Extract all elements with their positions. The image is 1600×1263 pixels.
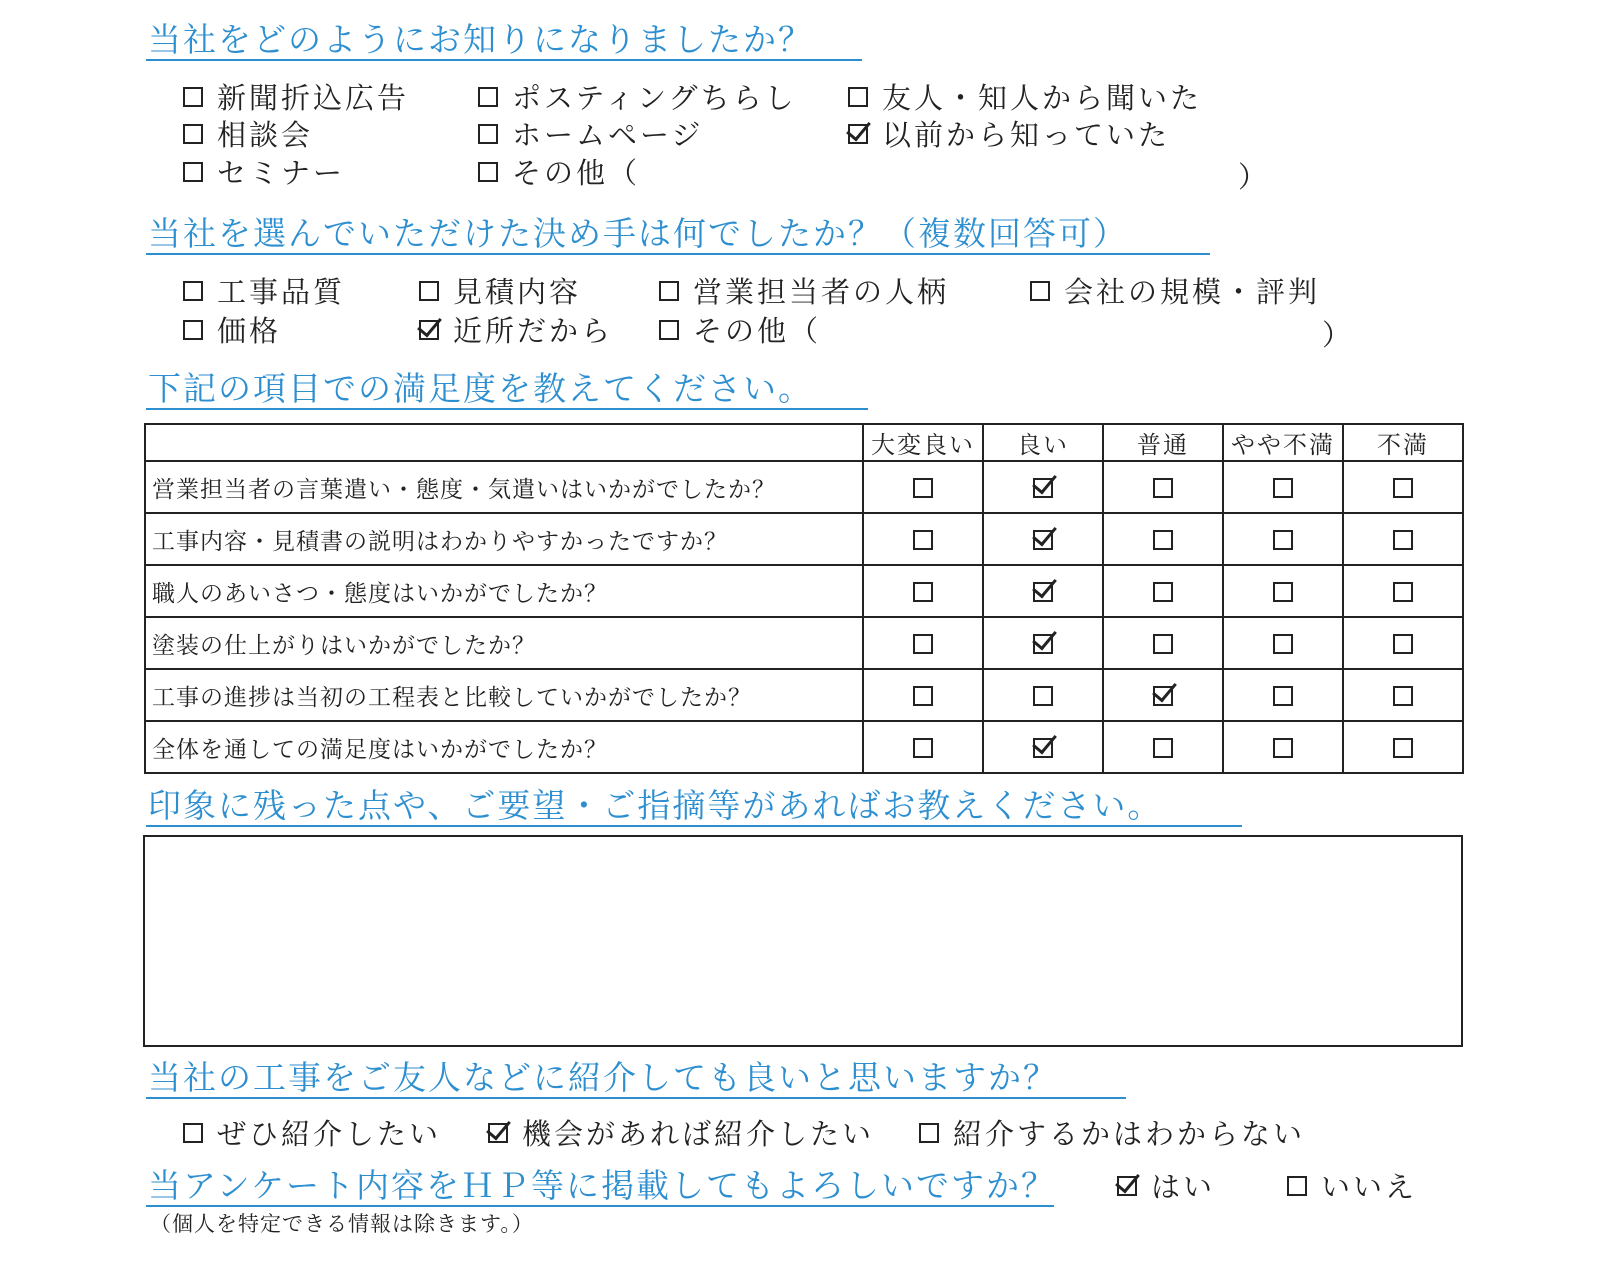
q6-option[interactable] — [1117, 1169, 1215, 1205]
q5-option[interactable] — [488, 1116, 874, 1152]
rating-cell — [1103, 721, 1223, 773]
q1-option[interactable] — [478, 80, 797, 116]
rating-cell — [1103, 461, 1223, 513]
checkbox[interactable] — [1287, 1176, 1307, 1196]
rating-checkbox[interactable] — [1033, 686, 1053, 706]
q4-title: 印象に残った点や、ご要望・ご指摘等があればお教えください。 — [148, 786, 1163, 825]
option-label: 相談会 — [217, 118, 314, 152]
option-label: 以前から知っていた — [882, 118, 1171, 152]
q1-option[interactable] — [183, 155, 345, 191]
rating-checkbox[interactable] — [1033, 530, 1053, 550]
row-question: 塗装の仕上がりはいかがでしたか？ — [145, 617, 863, 669]
rating-checkbox[interactable] — [1033, 478, 1053, 498]
rating-cell — [863, 565, 983, 617]
rating-checkbox[interactable] — [1153, 582, 1173, 602]
table-row — [145, 721, 1463, 773]
checkbox[interactable] — [183, 162, 203, 182]
q2-underline — [146, 253, 1210, 255]
rating-cell — [983, 461, 1103, 513]
privacy-note: （個人を特定できる情報は除きます。） — [150, 1212, 534, 1236]
rating-checkbox[interactable] — [1153, 530, 1173, 550]
q1-underline — [146, 59, 862, 61]
checkbox[interactable] — [488, 1123, 508, 1143]
rating-cell — [1343, 721, 1463, 773]
q5-underline — [146, 1097, 1126, 1099]
checkbox[interactable] — [659, 320, 679, 340]
q1-title: 当社をどのようにお知りになりましたか？ — [148, 20, 813, 59]
comment-textarea[interactable] — [143, 835, 1463, 1047]
table-row — [145, 461, 1463, 513]
checkbox[interactable] — [419, 281, 439, 301]
checkbox[interactable] — [183, 320, 203, 340]
rating-cell — [1223, 461, 1343, 513]
option-label: はい — [1151, 1170, 1216, 1204]
rating-cell — [863, 721, 983, 773]
q1-option[interactable] — [183, 117, 313, 153]
rating-cell — [1343, 565, 1463, 617]
rating-cell — [1223, 721, 1343, 773]
option-label: セミナー — [217, 156, 346, 190]
q3-title: 下記の項目での満足度を教えてください。 — [148, 369, 813, 408]
option-label: 新聞折込広告 — [217, 81, 410, 115]
row-question: 全体を通しての満足度はいかがでしたか？ — [145, 721, 863, 773]
column-header: やや不満 — [1223, 424, 1343, 461]
rating-cell — [983, 669, 1103, 721]
column-header: 不満 — [1343, 424, 1463, 461]
rating-cell — [983, 721, 1103, 773]
checkbox[interactable] — [919, 1123, 939, 1143]
checkbox[interactable] — [419, 320, 439, 340]
q2-option[interactable] — [419, 313, 613, 349]
option-label: 工事品質 — [217, 275, 346, 309]
table-header-row — [145, 424, 1463, 461]
q4-underline — [146, 825, 1242, 827]
rating-cell — [1103, 617, 1223, 669]
rating-checkbox[interactable] — [1033, 582, 1053, 602]
option-label: その他（ — [512, 156, 641, 190]
column-header: 大変良い — [863, 424, 983, 461]
option-label: 営業担当者の人柄 — [693, 275, 950, 309]
rating-cell — [1343, 669, 1463, 721]
rating-cell — [1103, 565, 1223, 617]
rating-checkbox[interactable] — [1273, 530, 1293, 550]
rating-cell — [863, 461, 983, 513]
checkbox[interactable] — [183, 1123, 203, 1143]
q2-option[interactable] — [659, 274, 949, 310]
q5-option[interactable] — [183, 1116, 441, 1152]
rating-cell — [1103, 513, 1223, 565]
option-label: 見積内容 — [453, 275, 582, 309]
rating-checkbox[interactable] — [1393, 478, 1413, 498]
checkbox[interactable] — [1117, 1176, 1137, 1196]
column-header: 良い — [983, 424, 1103, 461]
rating-checkbox[interactable] — [1273, 478, 1293, 498]
q1-option[interactable] — [848, 117, 1170, 153]
q5-option[interactable] — [919, 1116, 1305, 1152]
checkbox[interactable] — [848, 124, 868, 144]
rating-checkbox[interactable] — [913, 582, 933, 602]
row-question: 工事の進捗は当初の工程表と比較していかがでしたか？ — [145, 669, 863, 721]
rating-checkbox[interactable] — [1273, 738, 1293, 758]
option-label: いいえ — [1321, 1170, 1418, 1204]
satisfaction-table — [144, 423, 1464, 774]
table-row — [145, 617, 1463, 669]
option-label: 紹介するかはわからない — [953, 1117, 1306, 1151]
row-question: 職人のあいさつ・態度はいかがでしたか？ — [145, 565, 863, 617]
rating-checkbox[interactable] — [913, 686, 933, 706]
rating-checkbox[interactable] — [1273, 582, 1293, 602]
checkbox[interactable] — [183, 87, 203, 107]
rating-cell — [1343, 513, 1463, 565]
rating-checkbox[interactable] — [1393, 530, 1413, 550]
option-label: ぜひ紹介したい — [217, 1117, 442, 1151]
table-row — [145, 669, 1463, 721]
checkbox[interactable] — [478, 87, 498, 107]
rating-checkbox[interactable] — [913, 634, 933, 654]
table-row — [145, 513, 1463, 565]
checkbox[interactable] — [659, 281, 679, 301]
row-question: 工事内容・見積書の説明はわかりやすかったですか？ — [145, 513, 863, 565]
option-label: 近所だから — [453, 314, 614, 348]
rating-cell — [863, 669, 983, 721]
rating-cell — [1343, 461, 1463, 513]
q1-option[interactable] — [478, 117, 703, 153]
rating-checkbox[interactable] — [1033, 634, 1053, 654]
row-question: 営業担当者の言葉遣い・態度・気遣いはいかがでしたか？ — [145, 461, 863, 513]
rating-checkbox[interactable] — [913, 530, 933, 550]
checkbox[interactable] — [478, 162, 498, 182]
rating-checkbox[interactable] — [1153, 686, 1173, 706]
rating-cell — [983, 617, 1103, 669]
q1-option[interactable] — [183, 80, 409, 116]
rating-cell — [1223, 669, 1343, 721]
checkbox[interactable] — [183, 124, 203, 144]
q6-underline — [146, 1205, 1054, 1207]
rating-checkbox[interactable] — [1153, 478, 1173, 498]
rating-cell — [1223, 513, 1343, 565]
rating-checkbox[interactable] — [1033, 738, 1053, 758]
rating-cell — [1343, 617, 1463, 669]
q2-option[interactable] — [659, 313, 821, 349]
q2-option[interactable] — [183, 313, 281, 349]
header-blank — [145, 424, 863, 461]
rating-checkbox[interactable] — [913, 478, 933, 498]
rating-checkbox[interactable] — [913, 738, 933, 758]
q1-close-paren: ） — [1238, 160, 1268, 194]
rating-checkbox[interactable] — [1393, 738, 1413, 758]
q5-title: 当社の工事をご友人などに紹介しても良いと思いますか？ — [148, 1058, 1058, 1097]
rating-checkbox[interactable] — [1393, 634, 1413, 654]
rating-checkbox[interactable] — [1393, 582, 1413, 602]
rating-checkbox[interactable] — [1273, 634, 1293, 654]
checkbox[interactable] — [848, 87, 868, 107]
rating-cell — [1103, 669, 1223, 721]
checkbox[interactable] — [183, 281, 203, 301]
rating-cell — [1223, 617, 1343, 669]
option-label: 価格 — [217, 314, 282, 348]
option-label: その他（ — [693, 314, 822, 348]
q1-option[interactable] — [848, 80, 1202, 116]
rating-checkbox[interactable] — [1153, 634, 1173, 654]
option-label: 会社の規模・評判 — [1064, 275, 1321, 309]
q6-title: 当アンケート内容をＨＰ等に掲載してもよろしいですか？ — [148, 1166, 1057, 1205]
checkbox[interactable] — [478, 124, 498, 144]
column-header: 普通 — [1103, 424, 1223, 461]
rating-cell — [863, 513, 983, 565]
option-label: ポスティングちらし — [512, 81, 797, 115]
q2-option[interactable] — [1030, 274, 1320, 310]
q2-close-paren: ） — [1322, 318, 1352, 352]
rating-checkbox[interactable] — [1393, 686, 1413, 706]
option-label: ホームページ — [512, 118, 704, 152]
rating-cell — [863, 617, 983, 669]
checkbox[interactable] — [1030, 281, 1050, 301]
q2-title: 当社を選んでいただけた決め手は何でしたか？（複数回答可） — [148, 214, 1128, 253]
rating-cell — [1223, 565, 1343, 617]
q1-option[interactable] — [478, 155, 640, 191]
rating-checkbox[interactable] — [1153, 738, 1173, 758]
q6-option[interactable] — [1287, 1169, 1417, 1205]
table-row — [145, 565, 1463, 617]
option-label: 友人・知人から聞いた — [882, 81, 1203, 115]
q3-underline — [146, 408, 868, 410]
rating-checkbox[interactable] — [1273, 686, 1293, 706]
option-label: 機会があれば紹介したい — [522, 1117, 875, 1151]
q2-option[interactable] — [183, 274, 345, 310]
rating-cell — [983, 513, 1103, 565]
q2-option[interactable] — [419, 274, 581, 310]
rating-cell — [983, 565, 1103, 617]
